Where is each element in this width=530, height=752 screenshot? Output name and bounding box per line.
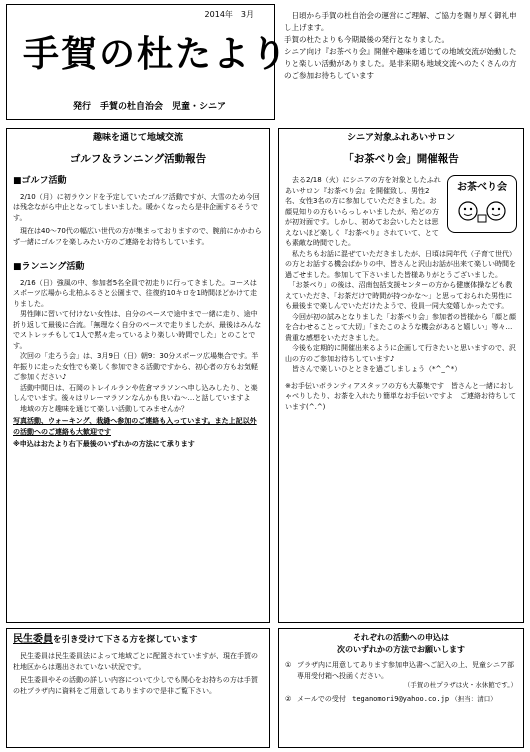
method-item-1 xyxy=(285,660,517,681)
notice-heading-rest: を引き受けて下さる方を探しています xyxy=(53,635,198,645)
greeting-line: 手賀の杜たよりも今期最後の発行となりました。 xyxy=(284,35,449,44)
article-kicker: シニア対象ふれあいサロン xyxy=(346,133,455,143)
golf-paragraph: 現在は40〜70代の幅広い世代の方が集まっておりますので、腕前にかかわらず一緒にゴルフを楽しみたい方のご連絡をお待ちしています。 xyxy=(13,227,262,246)
method-item-2 xyxy=(285,694,517,705)
golf-paragraph: 2/10（月）に初ラウンドを予定していたゴルフ活動ですが、大雪のため今回は残念ながら中止となってしまいました。暖かくなったら是非企画するそうです。 xyxy=(13,192,260,222)
application-footnote: ※申込はおたより右下最後のいずれかの方法にて承ります xyxy=(13,440,195,449)
masthead-title: 手賀の杜たより xyxy=(23,33,290,75)
running-paragraph: 活動中間日は、石岡のトレイルランや佐倉マラソンへ申し込みしたり、と楽しんでいます。後々はリレーマラソンなんかも良いね〜…と話していますよ xyxy=(13,383,258,403)
methods-subheading: 次のいずれかの方法でお願いします xyxy=(337,645,465,654)
application-methods xyxy=(278,628,524,748)
volunteer-note: ※お手伝いボランティアスタッフの方も大募集です 皆さんと一緒におしゃべりしたり、お茶を入れたり簡単なお手伝いですよ ご連絡お待ちしています(^.^) xyxy=(285,381,516,411)
article-headline: 「お茶べり会」開催報告 xyxy=(343,152,459,165)
masthead-publisher: 発行 手賀の杜自治会 児童・シニア xyxy=(73,102,227,112)
golf-heading: ■ゴルフ活動 xyxy=(13,176,67,187)
notice-heading xyxy=(13,632,263,647)
contact-person: （担当：清口） xyxy=(451,694,497,703)
method-text: プラザ内に用意してあります参加申込書へご記入の上、児童シニア部専用受付箱へ投函ください。 xyxy=(297,661,514,680)
masthead xyxy=(6,4,290,120)
notice-paragraph: 民生委員やその活動の詳しい内容について少しでも関心をお持ちの方は手賀の杜プラザ内に資料をご用意してありますので是非ご覧下さい。 xyxy=(13,676,258,695)
greeting xyxy=(284,10,522,82)
salon-report-article xyxy=(278,128,524,623)
salon-paragraph: 今後も定期的に開催出来るように企画して行きたいと思いますので、沢山の方のご参加お待ちしています♪ xyxy=(285,344,516,363)
running-paragraph: 地域の方と趣味を通じて楽しい活動してみませんか？ xyxy=(13,404,188,413)
article-kicker: 趣味を通じて地域交流 xyxy=(92,133,183,143)
article-headline: ゴルフ＆ランニング活動報告 xyxy=(69,152,207,165)
greeting-line: 日頃から手賀の杜自治会の運営にご理解、ご協力を賜り厚く御礼申し上げます。 xyxy=(284,11,517,32)
salon-paragraph: 今回が初の試みとなりました「お茶べり会」参加者の皆様から「顔と顔を合わせることって大切」「またこのような機会があると嬉しい」等々…貴重な感想をいただきました。 xyxy=(285,312,516,342)
salon-paragraph: 去る2/18（火）にシニアの方を対象としたふれあいサロン『お茶べり会』を開催致し、男性2名、女性3名の方に参加していただきました。お顔見知りの方もいらっしゃいましたが、殆どの方が初対面です。しかし、初めてお会いしたとは思えないほど楽しく『お茶べり』されていて、とても素敵な時間でした。 xyxy=(285,176,441,248)
method-number: ① xyxy=(285,661,292,669)
hobby-report-article xyxy=(6,128,270,623)
notice-heading-underlined: 民生委員 xyxy=(13,634,53,645)
method-label: メールでの受付 xyxy=(297,694,346,703)
running-heading: ■ランニング活動 xyxy=(13,262,85,273)
salon-paragraph: 私たちもお話に混ぜていただきましたが、日頃は同年代（子育て世代）の方とお話する機会ばかりの中、皆さんと沢山お話が出来て楽しい時間を過ごせました。参加して下さいました皆様ありがとうございました。 xyxy=(285,249,516,279)
salon-paragraph: 「お茶べり」の後は、沼南包括支援センターの方から健康体操なども教えていただき、「お茶だけで時間が持つかな〜」と思っておられた男性にも最後まで楽しんでいただけたようで、役員一同大変嬉しかったです。 xyxy=(285,281,513,311)
masthead-date: 2014年 3月 xyxy=(204,10,254,19)
method-number: ② xyxy=(285,694,292,703)
method-note: （手賀の杜プラザは火・水休館です。） xyxy=(403,681,517,689)
contact-email[interactable]: teganomori9@yahoo.co.jp xyxy=(352,694,450,703)
notice-paragraph: 民生委員は民生委員法によって地域ごとに配置されていますが、現在手賀の杜地区からは選出されていない状況です。 xyxy=(13,652,258,671)
running-paragraph: 2/16（日）強風の中、参加者5名全員で初走りに行ってきました。コースはスポーツ広場から北柏ふるさと公園まで、往復約10キロを1時間ほどかけて走りました。 xyxy=(13,278,257,308)
salon-paragraph: 皆さんで楽しいひとときを過ごしましょう（*^_^*） xyxy=(285,365,462,374)
activity-note: 写真活動、ウォーキング、栽縫へ参加のご連絡も入っています。また上記以外の活動へのご連絡も大歓迎です xyxy=(13,417,257,436)
running-paragraph: 次回の「走ろう会」は、3月9日（日）朝9：30分スポーツ広場集合です。半年振りに走った女性でも楽しく参加できる活動ですから、初心者の方もお気軽ご参加ください♪ xyxy=(13,352,259,382)
ochaberi-logo xyxy=(447,175,517,233)
welfare-commissioner-notice xyxy=(6,628,270,748)
greeting-line: シニア向け『お茶べり会』開催や趣味を通じての地域交流が始動したりと楽しい活動がありました。是非来期も地域交流へのたくさんの方のご参加お待ちしています xyxy=(284,47,517,80)
logo-text: お茶べり会 xyxy=(457,182,507,194)
teacup-illustration xyxy=(454,195,510,227)
methods-heading: それぞれの活動への申込は xyxy=(353,633,449,642)
running-paragraph: 男性陣に習いて付けない女性は、自分のペースで途中まで一緒に走り、途中折り返して最後に合流。「無理なく自分のペースで走りましたが、最後はみんなでストレッチもして1人で黙々走っているより楽しい時間でした」とのことです。 xyxy=(13,310,262,350)
